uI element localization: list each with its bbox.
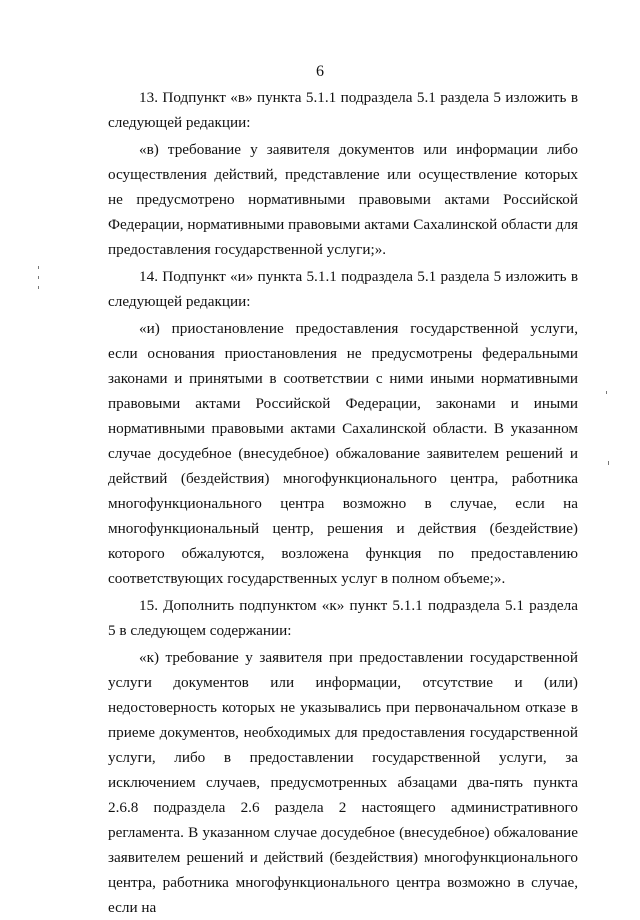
paragraph-13-text: «в) требование у заявителя документов или информации либо осуществления действий, представление или осуществление которых не предусмотрено нормативными правовыми актами Российской Федерации, нормативными правовыми актами Сахалинской области для предоставления государственной услуги;».: [108, 141, 578, 258]
scan-mark-left-1: [38, 266, 39, 269]
scan-mark-right-2: [606, 391, 607, 394]
paragraph-13: 13. Подпункт «в» пункта 5.1.1 подраздела 5.1 раздела 5 изложить в следующей редакции:: [108, 89, 578, 131]
scan-mark-left-2: [38, 276, 39, 279]
scan-mark-right-1: [608, 461, 609, 465]
paragraph-15: 15. Дополнить подпунктом «к» пункт 5.1.1 подраздела 5.1 раздела 5 в следующем содержании:: [108, 597, 578, 639]
paragraph-14-text: «и) приостановление предоставления государственной услуги, если основания приостановления не предусмотрены федеральными законами и принятыми в соответствии с ними иными нормативными правовыми актами Российской Федерации, законами и иными нормативными правовыми актами Сахалинской области. В указанном случае досудебное (внесудебное) обжалование заявителем решений и действий (бездействия) многофункционального центра, работника многофункционального центра возможно в случае, если на многофункциональный центр, решения и действия (бездействие) которого обжалуются, возложена функция по предоставлению соответствующих государственных услуг в полном объеме;».: [108, 320, 578, 587]
document-body: [108, 85, 578, 920]
paragraph-14: 14. Подпункт «и» пункта 5.1.1 подраздела 5.1 раздела 5 изложить в следующей редакции:: [108, 268, 578, 310]
page-number: 6: [316, 63, 324, 80]
scan-mark-left-3: [38, 286, 39, 289]
paragraph-15-text: «к) требование у заявителя при предоставлении государственной услуги документов или информации, отсутствие и (или) недостоверность которых не указывались при первоначальном отказе в приеме документов, необходимых для предоставления государственной услуги, либо в предоставлении государственной услуги, за исключением случаев, предусмотренных абзацами два-пять пункта 2.6.8 подраздела 2.6 раздела 2 настоящего административного регламента. В указанном случае досудебное (внесудебное) обжалование заявителем решений и действий (бездействия) многофункционального центра, работника многофункционального центра возможно в случае, если на: [108, 649, 578, 916]
